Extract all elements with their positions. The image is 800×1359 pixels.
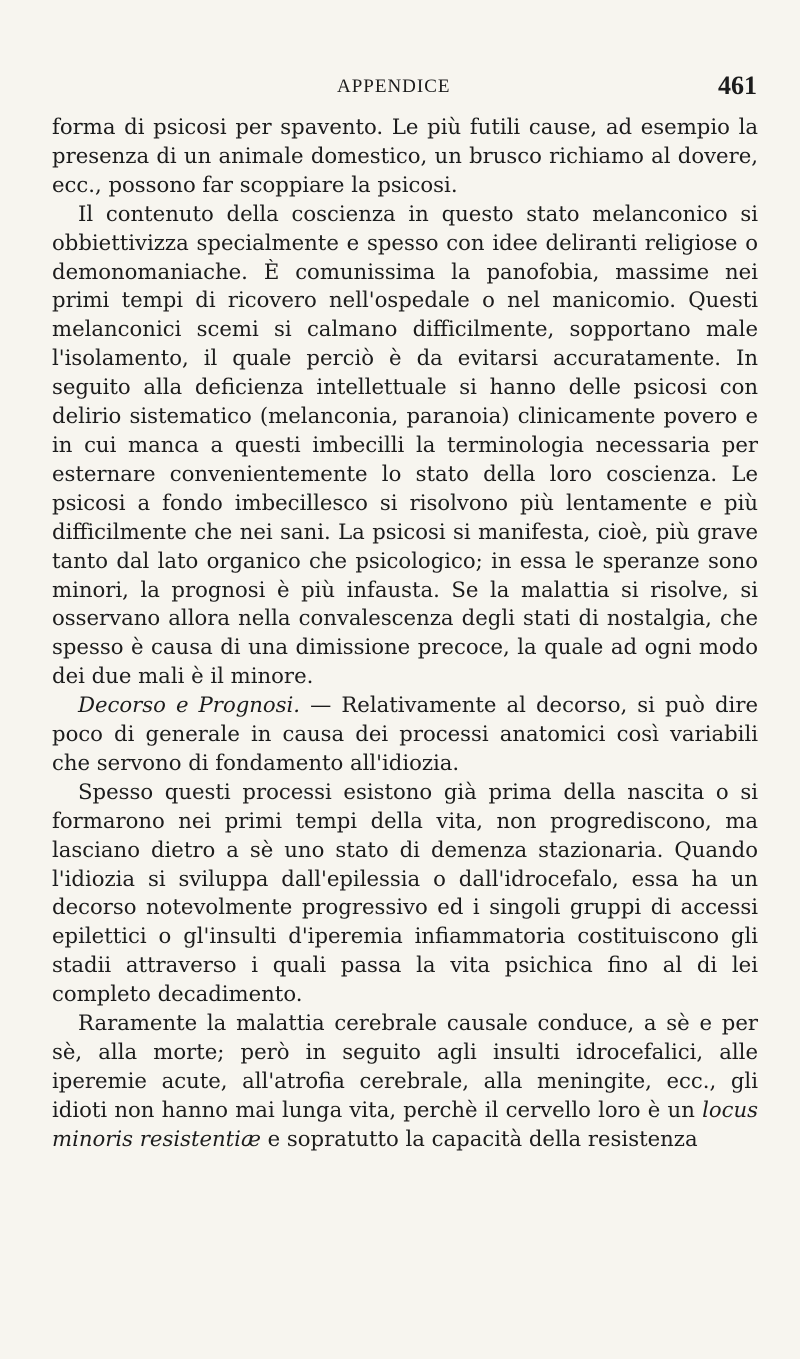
latin-phrase: locus minoris resistentiæ — [52, 1096, 758, 1151]
page-header — [337, 72, 757, 104]
paragraph-4: Spesso questi processi esistono già prima della nascita o si formarono nei primi tempi della vita, non progrediscono, ma lasciano dietro a sè uno stato di demenza stazionaria. Quando l'idiozia si sviluppa dall'epilessia o dall'idrocefalo, essa ha un decorso notevolmente progressivo ed i singoli gruppi di accessi epilettici o gl'insulti d'iperemia infiammatoria costituiscono gli stadii attraverso i quali passa la vita psichica fino al di lei completo decadimento. — [52, 778, 758, 1007]
paragraph-2: Il contenuto della coscienza in questo stato melanconico si obbiettivizza specialmente e spesso con idee deliranti religiose o demonomaniache. È comunissima la panofobia, massime nei primi tempi di ricovero nell'ospedale o nel manicomio. Questi melanconici scemi si calmano difficilmente, sopportano male l'isolamento, il quale perciò è da evitarsi accuratamente. In seguito alla deficienza intellettuale si hanno delle psicosi con delirio sistematico (melanconia, paranoia) clinicamente povero e in cui manca a questi imbecilli la terminologia necessaria per esternare convenientemente lo stato della loro coscienza. Le psicosi a fondo imbecillesco si risolvono più lentamente e più difficilmente che nei sani. La psicosi si manifesta, cioè, più grave tanto dal lato organico che psicologico; in essa le speranze sono minori, la prognosi è più infausta. Se la malattia si risolve, si osservano allora nella convalescenza degli stati di nostalgia, che spesso è causa di una dimissione precoce, la quale ad ogni modo dei due mali è il minore. — [52, 200, 758, 689]
running-head: APPENDICE — [337, 76, 451, 97]
section-heading-decorso: Decorso e Prognosi. — [78, 692, 301, 718]
paragraph-5 — [52, 1009, 758, 1154]
paragraph-3-text: — Relativamente al decorso, si può dire poco di generale in causa dei processi anatomici così variabili che servono di fondamento all'idiozia. — [52, 692, 758, 775]
paragraph-5-end: e sopratutto la capacità della resistenza — [260, 1125, 698, 1151]
paragraph-5-text: Raramente la malattia cerebrale causale conduce, a sè e per sè, alla morte; però in seguito agli insulti idrocefalici, alle iperemie acute, all'atrofia cerebrale, alla meningite, ecc., gli idioti non hanno mai lunga vita, perchè il cervello loro è un — [52, 1010, 758, 1122]
paragraph-3 — [52, 691, 758, 778]
body-text — [52, 113, 758, 1154]
paragraph-1: forma di psicosi per spavento. Le più futili cause, ad esempio la presenza di un animale domestico, un brusco richiamo al dovere, ecc., possono far scoppiare la psicosi. — [52, 114, 758, 197]
page-number: 461 — [718, 71, 757, 100]
